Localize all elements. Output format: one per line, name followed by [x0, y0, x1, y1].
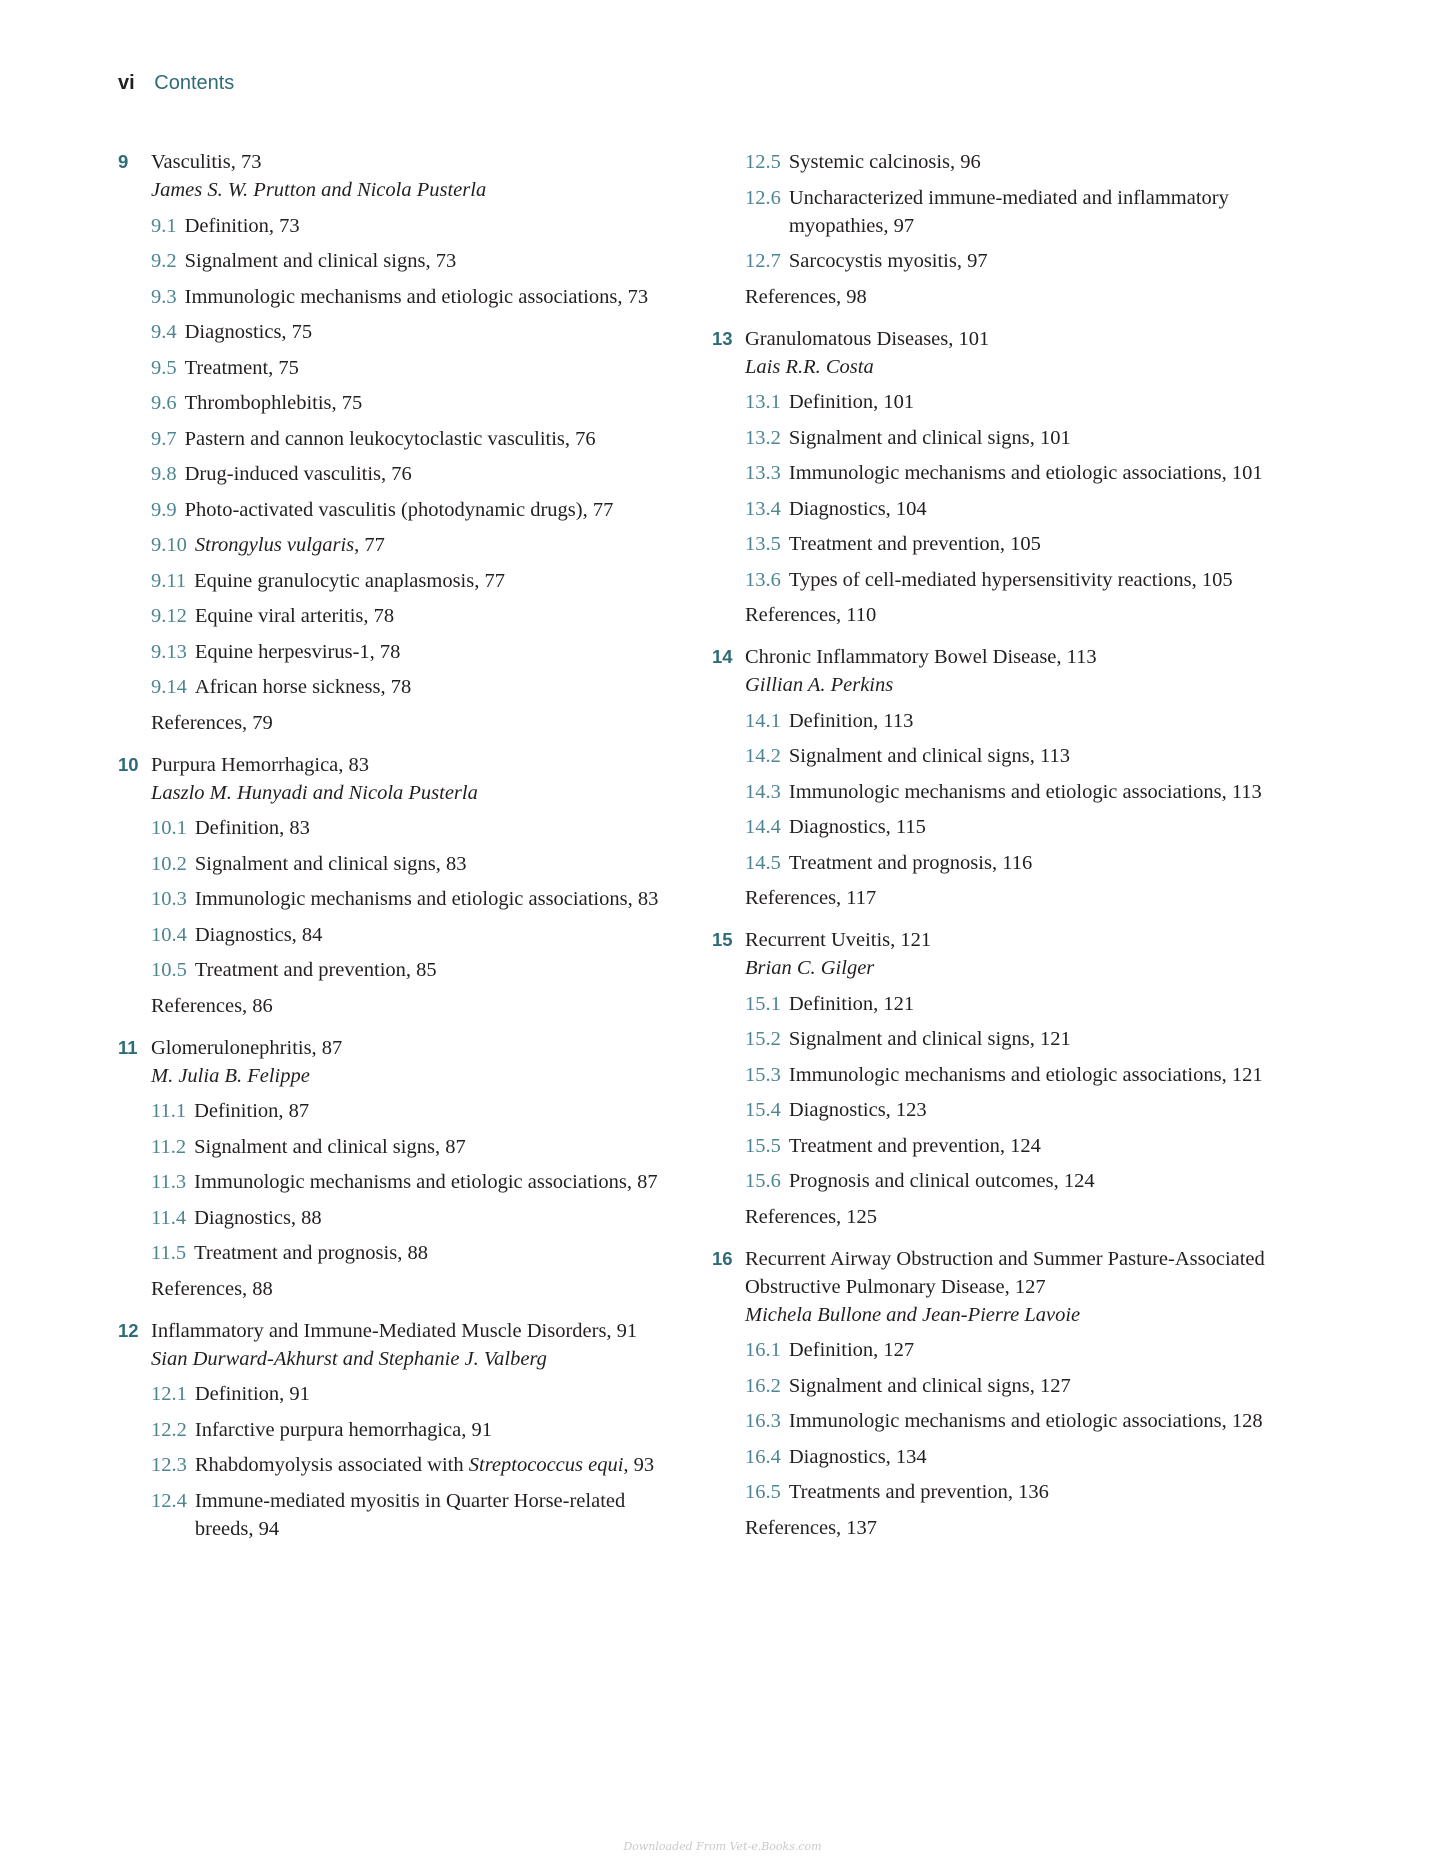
- section-title: [195, 673, 678, 701]
- section-title: [195, 885, 678, 913]
- section-title-text: Diagnostics, 134: [788, 1445, 927, 1468]
- section-title-text: Diagnostics, 75: [184, 321, 313, 343]
- toc-section-entry[interactable]: [151, 460, 678, 488]
- section-title: [789, 424, 1302, 452]
- section-title-text: Immunologic mechanisms and etiologic associations, 83: [194, 888, 659, 910]
- chapter-sections: [745, 1336, 1302, 1506]
- section-title-text: Signalment and clinical signs, 73: [184, 250, 457, 272]
- section-title-text: Treatments and prevention, 136: [788, 1481, 1049, 1503]
- section-title: [789, 495, 1302, 523]
- section-number: 15.4: [745, 1099, 781, 1121]
- section-title: [789, 707, 1302, 735]
- section-title: [789, 813, 1302, 841]
- toc-section-entry[interactable]: [745, 247, 1302, 275]
- section-title-text: Rhabdomyolysis associated with: [194, 1454, 469, 1476]
- chapter-heading-body: [745, 926, 1302, 982]
- toc-section-entry[interactable]: [151, 212, 678, 240]
- section-number: 13.3: [745, 462, 781, 484]
- section-title-text: Photo-activated vasculitis (photodynamic drugs), 77: [184, 498, 614, 521]
- toc-section-entry[interactable]: [151, 1168, 678, 1196]
- chapter-heading-body: [745, 325, 1302, 381]
- section-title-text: Treatment and prevention, 105: [788, 533, 1041, 555]
- chapter-heading[interactable]: [712, 926, 1302, 982]
- section-title: [185, 318, 678, 346]
- section-title-text: Treatment and prevention, 85: [194, 959, 437, 981]
- chapter-authors: Michela Bullone and Jean-Pierre Lavoie: [745, 1303, 1081, 1326]
- section-title-text: Drug-induced vasculitis, 76: [184, 463, 412, 485]
- section-title-text: Signalment and clinical signs, 101: [788, 426, 1071, 449]
- chapter-number: 15: [712, 929, 733, 950]
- section-title: [789, 990, 1302, 1018]
- section-title: [195, 638, 678, 666]
- toc-section-entry[interactable]: [745, 1372, 1302, 1400]
- chapter-heading-body: [151, 751, 678, 807]
- chapter-heading-body: [151, 1317, 678, 1373]
- section-number: 9.2: [151, 250, 177, 272]
- section-number: 9.9: [151, 498, 177, 521]
- section-title: [789, 1372, 1302, 1400]
- toc-section-entry[interactable]: [151, 1487, 678, 1543]
- section-title-text: Infarctive purpura hemorrhagica, 91: [194, 1418, 492, 1441]
- section-number: 14.1: [745, 709, 781, 732]
- chapter-heading[interactable]: [712, 325, 1302, 381]
- chapter-sections: [745, 707, 1302, 877]
- section-title: [789, 247, 1302, 275]
- section-number: 13.4: [745, 497, 781, 520]
- section-title-text: Uncharacterized immune-mediated and inflammatory myopathies, 97: [788, 186, 1229, 237]
- section-title: [185, 425, 678, 453]
- continued-sections: [745, 148, 1302, 275]
- section-title-text: Diagnostics, 123: [788, 1099, 927, 1121]
- section-number: 9.1: [151, 214, 177, 237]
- section-title-suffix: , 77: [354, 534, 385, 556]
- chapter-heading-body: [745, 1245, 1302, 1329]
- section-title-text: Equine granulocytic anaplasmosis, 77: [194, 569, 505, 592]
- section-title-text: Immune-mediated myositis in Quarter Horse-related breeds, 94: [194, 1489, 626, 1540]
- toc-section-entry[interactable]: [745, 778, 1302, 806]
- chapter-references[interactable]: References, 110: [745, 604, 877, 626]
- toc-section-entry[interactable]: [151, 1204, 678, 1232]
- toc-section-entry[interactable]: [151, 389, 678, 417]
- toc-section-entry[interactable]: [151, 318, 678, 346]
- toc-section-entry[interactable]: [151, 247, 678, 275]
- section-title-text: Definition, 73: [184, 214, 300, 237]
- toc-section-entry[interactable]: [745, 1167, 1302, 1195]
- section-number: 9.10: [151, 534, 187, 556]
- section-number: 9.8: [151, 463, 177, 485]
- toc-section-entry[interactable]: [151, 531, 678, 559]
- chapter-authors: Sian Durward-Akhurst and Stephanie J. Valberg: [151, 1347, 547, 1370]
- section-title: [789, 459, 1302, 487]
- toc-section-entry[interactable]: [745, 459, 1302, 487]
- section-number: 11.2: [151, 1135, 187, 1158]
- section-number: 9.12: [151, 605, 187, 627]
- section-title-text: Signalment and clinical signs, 87: [194, 1135, 466, 1158]
- chapter-number: 11: [118, 1036, 138, 1058]
- toc-section-entry[interactable]: [151, 638, 678, 666]
- section-title: [789, 1407, 1302, 1435]
- section-title-text: Immunologic mechanisms and etiologic associations, 128: [788, 1410, 1263, 1432]
- toc-section-entry[interactable]: [745, 1407, 1302, 1435]
- toc-section-entry[interactable]: [151, 921, 678, 949]
- toc-section-entry[interactable]: [745, 1443, 1302, 1471]
- toc-section-entry[interactable]: [745, 1061, 1302, 1089]
- section-title-text: Definition, 121: [788, 992, 915, 1015]
- section-title-text: Diagnostics, 115: [788, 816, 926, 838]
- section-title-suffix: , 93: [623, 1454, 655, 1476]
- chapter-authors: Gillian A. Perkins: [745, 674, 894, 696]
- chapter-title: Recurrent Airway Obstruction and Summer Pasture-Associated Obstructive Pulmonary Disease, 127: [745, 1247, 1265, 1298]
- section-title: [789, 1061, 1302, 1089]
- section-title-text: African horse sickness, 78: [194, 676, 412, 698]
- section-number: 13.2: [745, 426, 781, 449]
- section-title-text: Equine herpesvirus-1, 78: [194, 640, 401, 663]
- section-number: 12.6: [745, 186, 781, 209]
- section-title: [185, 354, 678, 382]
- toc-section-entry[interactable]: [151, 1239, 678, 1267]
- section-number: 10.2: [151, 852, 187, 875]
- section-title: [789, 566, 1302, 594]
- section-title-text: Signalment and clinical signs, 121: [788, 1028, 1071, 1050]
- toc-section-entry[interactable]: [151, 814, 678, 842]
- toc-section-entry[interactable]: [151, 1416, 678, 1444]
- section-number: 14.5: [745, 851, 781, 874]
- chapter-sections: [151, 1380, 678, 1543]
- chapter-number: 16: [712, 1247, 733, 1269]
- section-title: [789, 1132, 1302, 1160]
- section-number: 11.5: [151, 1242, 187, 1264]
- section-number: 9.3: [151, 285, 177, 308]
- toc-right-column: [712, 148, 1302, 1556]
- section-title-text: Immunologic mechanisms and etiologic associations, 73: [184, 285, 649, 308]
- section-title-text: Definition, 91: [194, 1383, 310, 1405]
- chapter-references[interactable]: References, 137: [745, 1516, 878, 1539]
- toc-chapter-16: [712, 1245, 1302, 1542]
- section-title: [194, 1239, 678, 1267]
- continued-references[interactable]: References, 98: [745, 285, 867, 308]
- section-title-text: Immunologic mechanisms and etiologic associations, 113: [788, 780, 1262, 803]
- section-title-text: Diagnostics, 84: [194, 923, 323, 946]
- chapter-title: Glomerulonephritis, 87: [151, 1036, 343, 1059]
- section-number: 10.1: [151, 817, 187, 839]
- section-number: 16.4: [745, 1445, 781, 1468]
- section-title-text: Types of cell-mediated hypersensitivity reactions, 105: [788, 568, 1233, 591]
- section-title: [185, 389, 678, 417]
- section-title: [789, 1167, 1302, 1195]
- section-title-text: Treatment and prognosis, 88: [194, 1242, 428, 1264]
- section-title-text: Treatment, 75: [184, 356, 299, 379]
- chapter-title: Purpura Hemorrhagica, 83: [151, 753, 370, 776]
- section-title-text: Diagnostics, 88: [194, 1206, 322, 1229]
- section-title: [194, 1168, 678, 1196]
- running-title: Contents: [154, 72, 235, 94]
- toc-chapter-9: [118, 148, 678, 737]
- section-title: [195, 1451, 678, 1479]
- toc-section-entry[interactable]: [151, 283, 678, 311]
- section-number: 15.1: [745, 992, 781, 1015]
- section-number: 15.2: [745, 1028, 781, 1050]
- chapter-authors: James S. W. Prutton and Nicola Pusterla: [151, 179, 487, 201]
- section-title-text: Pastern and cannon leukocytoclastic vasculitis, 76: [184, 427, 596, 450]
- toc-left-column: [118, 148, 678, 1557]
- download-watermark: Downloaded From Vet-e.Books.com: [623, 1840, 822, 1853]
- chapter-authors: Laszlo M. Hunyadi and Nicola Pusterla: [151, 781, 478, 804]
- section-title-text: Thrombophlebitis, 75: [184, 392, 363, 414]
- section-title: [194, 1097, 678, 1125]
- toc-section-entry[interactable]: [745, 849, 1302, 877]
- section-number: 10.5: [151, 959, 187, 981]
- chapter-heading-body: [151, 148, 678, 204]
- toc-section-entry[interactable]: [151, 425, 678, 453]
- section-title: [789, 148, 1302, 176]
- section-title: [185, 496, 678, 524]
- section-title: [194, 567, 678, 595]
- chapter-heading[interactable]: [712, 1245, 1302, 1329]
- chapter-references[interactable]: References, 117: [745, 887, 877, 909]
- section-number: 15.6: [745, 1170, 781, 1192]
- section-number: 16.3: [745, 1410, 781, 1432]
- section-title: [789, 184, 1302, 240]
- running-header: [118, 72, 234, 95]
- section-title: [195, 1380, 678, 1408]
- toc-section-entry[interactable]: [745, 1336, 1302, 1364]
- toc-chapter-14: [712, 643, 1302, 912]
- toc-section-entry[interactable]: [745, 424, 1302, 452]
- toc-section-entry[interactable]: [151, 1097, 678, 1125]
- section-number: 11.3: [151, 1171, 187, 1193]
- section-number: 12.4: [151, 1489, 187, 1512]
- section-title: [195, 1416, 678, 1444]
- section-title: [789, 1336, 1302, 1364]
- section-title-text: Immunologic mechanisms and etiologic associations, 87: [194, 1171, 658, 1193]
- toc-chapter-12: [118, 1317, 678, 1543]
- section-title: [789, 742, 1302, 770]
- section-number: 13.5: [745, 533, 781, 555]
- toc-chapter-10: [118, 751, 678, 1020]
- toc-section-entry[interactable]: [745, 742, 1302, 770]
- toc-section-entry[interactable]: [745, 388, 1302, 416]
- toc-section-entry[interactable]: [745, 707, 1302, 735]
- section-number: 13.1: [745, 391, 781, 413]
- toc-section-entry[interactable]: [151, 567, 678, 595]
- chapter-title: Recurrent Uveitis, 121: [745, 929, 932, 951]
- section-number: 14.4: [745, 816, 781, 838]
- toc-section-entry[interactable]: [151, 885, 678, 913]
- section-title-text: Systemic calcinosis, 96: [788, 151, 981, 173]
- section-number: 10.3: [151, 888, 187, 910]
- section-title: [185, 212, 678, 240]
- toc-section-entry[interactable]: [745, 813, 1302, 841]
- section-title: [185, 247, 678, 275]
- section-number: 14.3: [745, 780, 781, 803]
- chapter-heading[interactable]: [118, 1317, 678, 1373]
- chapter-title: Granulomatous Diseases, 101: [745, 327, 990, 350]
- section-title-text: Definition, 101: [788, 391, 915, 413]
- page-number: vi: [118, 72, 135, 94]
- chapter-number: 14: [712, 646, 733, 667]
- section-title-italic: Strongylus vulgaris: [194, 534, 355, 556]
- section-title: [194, 1133, 678, 1161]
- chapter-references[interactable]: References, 86: [151, 994, 273, 1017]
- section-title-text: Signalment and clinical signs, 127: [788, 1374, 1071, 1397]
- toc-section-entry[interactable]: [151, 956, 678, 984]
- right-chapters: [712, 325, 1302, 1542]
- section-number: 9.14: [151, 676, 187, 698]
- section-title-text: Treatment and prognosis, 116: [788, 851, 1033, 874]
- section-title: [195, 814, 678, 842]
- section-number: 10.4: [151, 923, 187, 946]
- section-title-text: Immunologic mechanisms and etiologic associations, 101: [788, 462, 1263, 484]
- toc-section-entry[interactable]: [151, 850, 678, 878]
- section-number: 12.5: [745, 151, 781, 173]
- section-number: 16.1: [745, 1339, 781, 1361]
- toc-chapter-11: [118, 1034, 678, 1303]
- chapter-sections: [151, 1097, 678, 1267]
- toc-section-entry[interactable]: [151, 673, 678, 701]
- section-title-italic: Streptococcus equi: [468, 1454, 624, 1476]
- section-title-text: Signalment and clinical signs, 83: [194, 852, 467, 875]
- toc-section-entry[interactable]: [151, 1133, 678, 1161]
- section-number: 9.6: [151, 392, 177, 414]
- section-title-text: Equine viral arteritis, 78: [194, 605, 395, 627]
- section-title: [789, 1443, 1302, 1471]
- toc-section-entry[interactable]: [745, 990, 1302, 1018]
- toc-section-entry[interactable]: [745, 1096, 1302, 1124]
- section-title: [195, 602, 678, 630]
- section-number: 14.2: [745, 745, 781, 767]
- section-title: [789, 849, 1302, 877]
- section-number: 12.7: [745, 250, 781, 272]
- toc-section-entry[interactable]: [745, 1478, 1302, 1506]
- chapter-heading[interactable]: [118, 1034, 678, 1090]
- section-number: 9.5: [151, 356, 177, 379]
- section-number: 12.2: [151, 1418, 187, 1441]
- chapter-sections: [745, 990, 1302, 1196]
- toc-section-entry[interactable]: [151, 1451, 678, 1479]
- toc-section-entry[interactable]: [745, 566, 1302, 594]
- section-title: [195, 1487, 678, 1543]
- section-number: 9.13: [151, 640, 187, 663]
- chapter-heading[interactable]: [118, 751, 678, 807]
- section-title: [195, 531, 678, 559]
- section-title-text: Diagnostics, 104: [788, 497, 927, 520]
- toc-section-entry[interactable]: [745, 1025, 1302, 1053]
- section-number: 11.1: [151, 1100, 187, 1122]
- chapter-heading-body: [745, 643, 1302, 699]
- chapter-number: 10: [118, 753, 139, 775]
- section-title: [194, 1204, 678, 1232]
- chapter-number: 9: [118, 151, 129, 172]
- section-title-text: Signalment and clinical signs, 113: [788, 745, 1070, 767]
- section-title-text: Definition, 87: [194, 1100, 310, 1122]
- section-title: [195, 850, 678, 878]
- chapter-authors: M. Julia B. Felippe: [151, 1064, 310, 1087]
- section-title: [789, 778, 1302, 806]
- toc-section-entry[interactable]: [151, 1380, 678, 1408]
- toc-section-entry[interactable]: [745, 495, 1302, 523]
- section-title: [789, 1096, 1302, 1124]
- section-title: [185, 460, 678, 488]
- section-number: 12.3: [151, 1454, 187, 1476]
- section-number: 15.5: [745, 1134, 781, 1157]
- section-number: 9.4: [151, 321, 177, 343]
- section-number: 9.7: [151, 427, 177, 450]
- toc-section-entry[interactable]: [745, 530, 1302, 558]
- chapter-heading-body: [151, 1034, 678, 1090]
- chapter-title: Inflammatory and Immune-Mediated Muscle Disorders, 91: [151, 1319, 638, 1342]
- chapter-number: 12: [118, 1319, 139, 1341]
- toc-section-entry[interactable]: [745, 184, 1302, 240]
- toc-chapter-13: [712, 325, 1302, 630]
- chapter-sections: [151, 212, 678, 702]
- section-title-text: Sarcocystis myositis, 97: [788, 250, 988, 272]
- chapter-authors: Brian C. Gilger: [745, 957, 875, 979]
- section-number: 16.5: [745, 1481, 781, 1503]
- section-title: [789, 1478, 1302, 1506]
- section-title: [195, 921, 678, 949]
- toc-section-entry[interactable]: [745, 148, 1302, 176]
- section-title-text: Prognosis and clinical outcomes, 124: [788, 1170, 1095, 1192]
- toc-chapter-15: [712, 926, 1302, 1231]
- section-title: [195, 956, 678, 984]
- section-number: 9.11: [151, 569, 187, 592]
- chapter-references[interactable]: References, 79: [151, 711, 273, 734]
- section-title-text: Definition, 83: [194, 817, 310, 839]
- toc-section-entry[interactable]: [151, 496, 678, 524]
- chapter-title: Vasculitis, 73: [151, 151, 262, 173]
- section-title: [789, 1025, 1302, 1053]
- section-number: 15.3: [745, 1063, 781, 1086]
- section-number: 13.6: [745, 568, 781, 591]
- chapter-heading[interactable]: [712, 643, 1302, 699]
- chapter-references[interactable]: References, 125: [745, 1205, 878, 1228]
- section-title-text: Definition, 127: [788, 1339, 915, 1361]
- section-number: 12.1: [151, 1383, 187, 1405]
- chapter-references[interactable]: References, 88: [151, 1277, 273, 1300]
- toc-section-entry[interactable]: [151, 354, 678, 382]
- chapter-number: 13: [712, 327, 733, 349]
- toc-section-entry[interactable]: [745, 1132, 1302, 1160]
- chapter-authors: Lais R.R. Costa: [745, 355, 874, 378]
- chapter-heading[interactable]: [118, 148, 678, 204]
- chapter-sections: [151, 814, 678, 984]
- section-title: [789, 388, 1302, 416]
- toc-section-entry[interactable]: [151, 602, 678, 630]
- chapter-sections: [745, 388, 1302, 594]
- section-title-text: Immunologic mechanisms and etiologic associations, 121: [788, 1063, 1263, 1086]
- section-number: 16.2: [745, 1374, 781, 1397]
- section-number: 11.4: [151, 1206, 187, 1229]
- section-title: [789, 530, 1302, 558]
- section-title-text: Treatment and prevention, 124: [788, 1134, 1041, 1157]
- section-title-text: Definition, 113: [788, 709, 914, 732]
- chapter-title: Chronic Inflammatory Bowel Disease, 113: [745, 646, 1097, 668]
- section-title: [185, 283, 678, 311]
